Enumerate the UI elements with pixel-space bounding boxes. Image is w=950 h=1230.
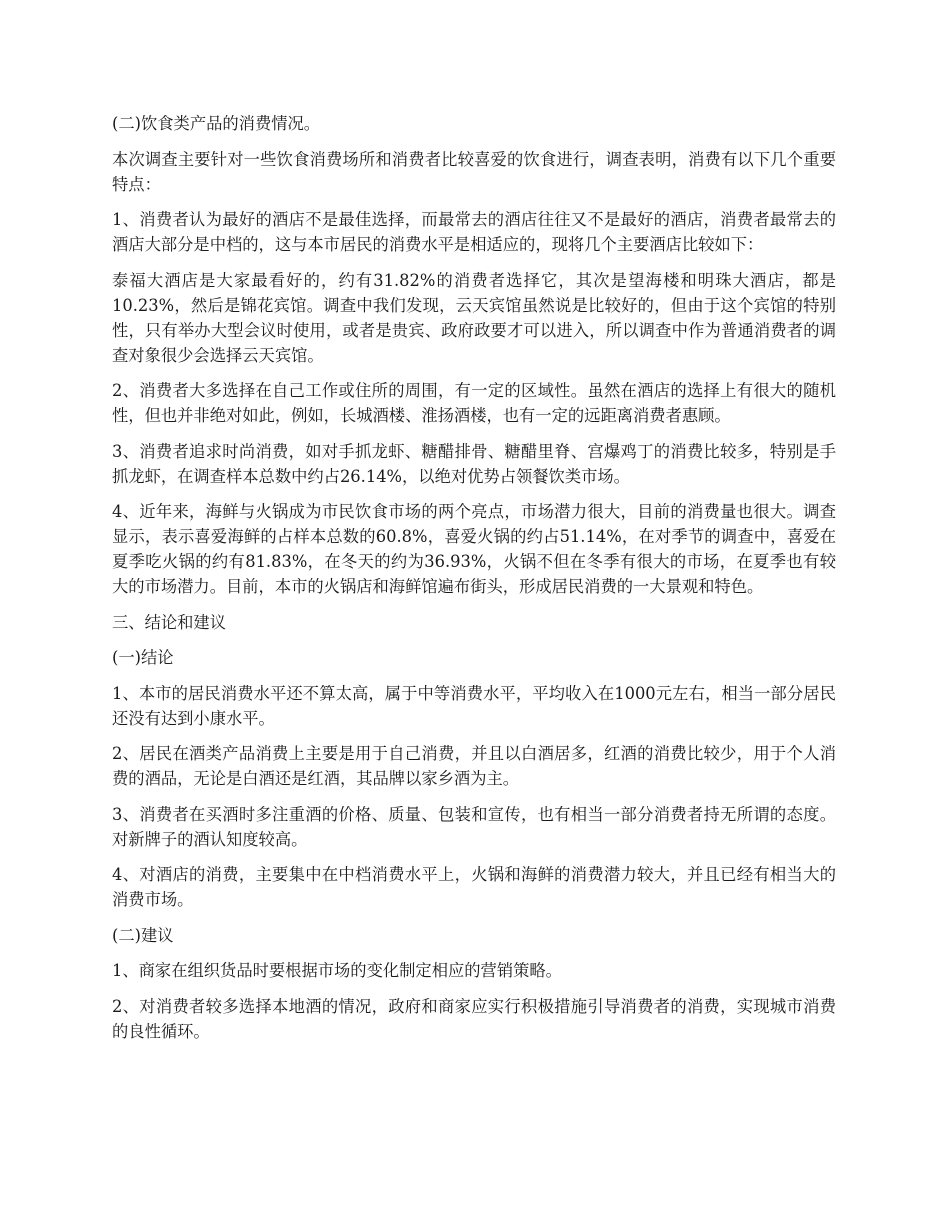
- subsection-heading-conclusion: (一)结论: [112, 648, 174, 667]
- finding-2-paragraph: 2、消费者大多选择在自己工作或住所的周围，有一定的区域性。虽然在酒店的选择上有很大的随机性，但也并非绝对如此，例如，长城酒楼、淮扬酒楼，也有一定的远距离消费者惠顾。: [112, 381, 836, 425]
- conclusion-4-paragraph: 4、对酒店的消费，主要集中在中档消费水平上，火锅和海鲜的消费潜力较大，并且已经有相当大的消费市场。: [112, 865, 836, 909]
- subsection-heading-food-consumption: (二)饮食类产品的消费情况。: [112, 114, 321, 133]
- survey-intro-paragraph: 本次调查主要针对一些饮食消费场所和消费者比较喜爱的饮食进行，调查表明，消费有以下几个重要特点：: [112, 149, 836, 194]
- finding-4-paragraph: 4、近年来，海鲜与火锅成为市民饮食市场的两个亮点，市场潜力很大，目前的消费量也很大。调查显示，表示喜爱海鲜的占样本总数的60.8%，喜爱火锅的约占51.14%，在对季节的调查中，喜爱在夏季吃火锅的约有81.83%，在冬天的约为36.93%，火锅不但在冬季有很大的市场，在夏季也有较大的市场潜力。目前，本市的火锅店和海鲜馆遍布街头，形成居民消费的一大景观和特色。: [112, 502, 836, 596]
- conclusion-1-paragraph: 1、本市的居民消费水平还不算太高，属于中等消费水平，平均收入在1000元左右，相当一部分居民还没有达到小康水平。: [112, 683, 836, 728]
- conclusion-3-paragraph: 3、消费者在买酒时多注重酒的价格、质量、包装和宣传，也有相当一部分消费者持无所谓的态度。对新牌子的酒认知度较高。: [112, 804, 836, 849]
- subsection-heading-suggestions: (二)建议: [112, 925, 174, 945]
- suggestion-2-paragraph: 2、对消费者较多选择本地酒的情况，政府和商家应实行积极措施引导消费者的消费，实现城市消费的良性循环。: [112, 996, 836, 1041]
- finding-1-paragraph: 1、消费者认为最好的酒店不是最佳选择，而最常去的酒店往往又不是最好的酒店，消费者最常去的酒店大部分是中档的，这与本市居民的消费水平是相适应的，现将几个主要酒店比较如下：: [112, 210, 836, 254]
- finding-3-paragraph: 3、消费者追求时尚消费，如对手抓龙虾、糖醋排骨、糖醋里脊、宫爆鸡丁的消费比较多，特别是手抓龙虾，在调查样本总数中约占26.14%，以绝对优势占领餐饮类市场。: [112, 441, 836, 486]
- suggestion-1-paragraph: 1、商家在组织货品时要根据市场的变化制定相应的营销策略。: [112, 961, 562, 980]
- document-page: [112, 111, 836, 1054]
- section-heading-conclusions: 三、结论和建议: [112, 612, 226, 632]
- hotel-comparison-paragraph: 泰福大酒店是大家最看好的，约有31.82%的消费者选择它，其次是望海楼和明珠大酒店，都是10.23%，然后是锦花宾馆。调查中我们发现，云天宾馆虽然说是比较好的，但由于这个宾馆的特别性，只有举办大型会议时使用，或者是贵宾、政府政要才可以进入，所以调查中作为普通消费者的调查对象很少会选择云天宾馆。: [112, 270, 836, 365]
- conclusion-2-paragraph: 2、居民在酒类产品消费上主要是用于自己消费，并且以白酒居多，红酒的消费比较少，用于个人消费的酒品，无论是白酒还是红酒，其品牌以家乡酒为主。: [112, 744, 836, 788]
